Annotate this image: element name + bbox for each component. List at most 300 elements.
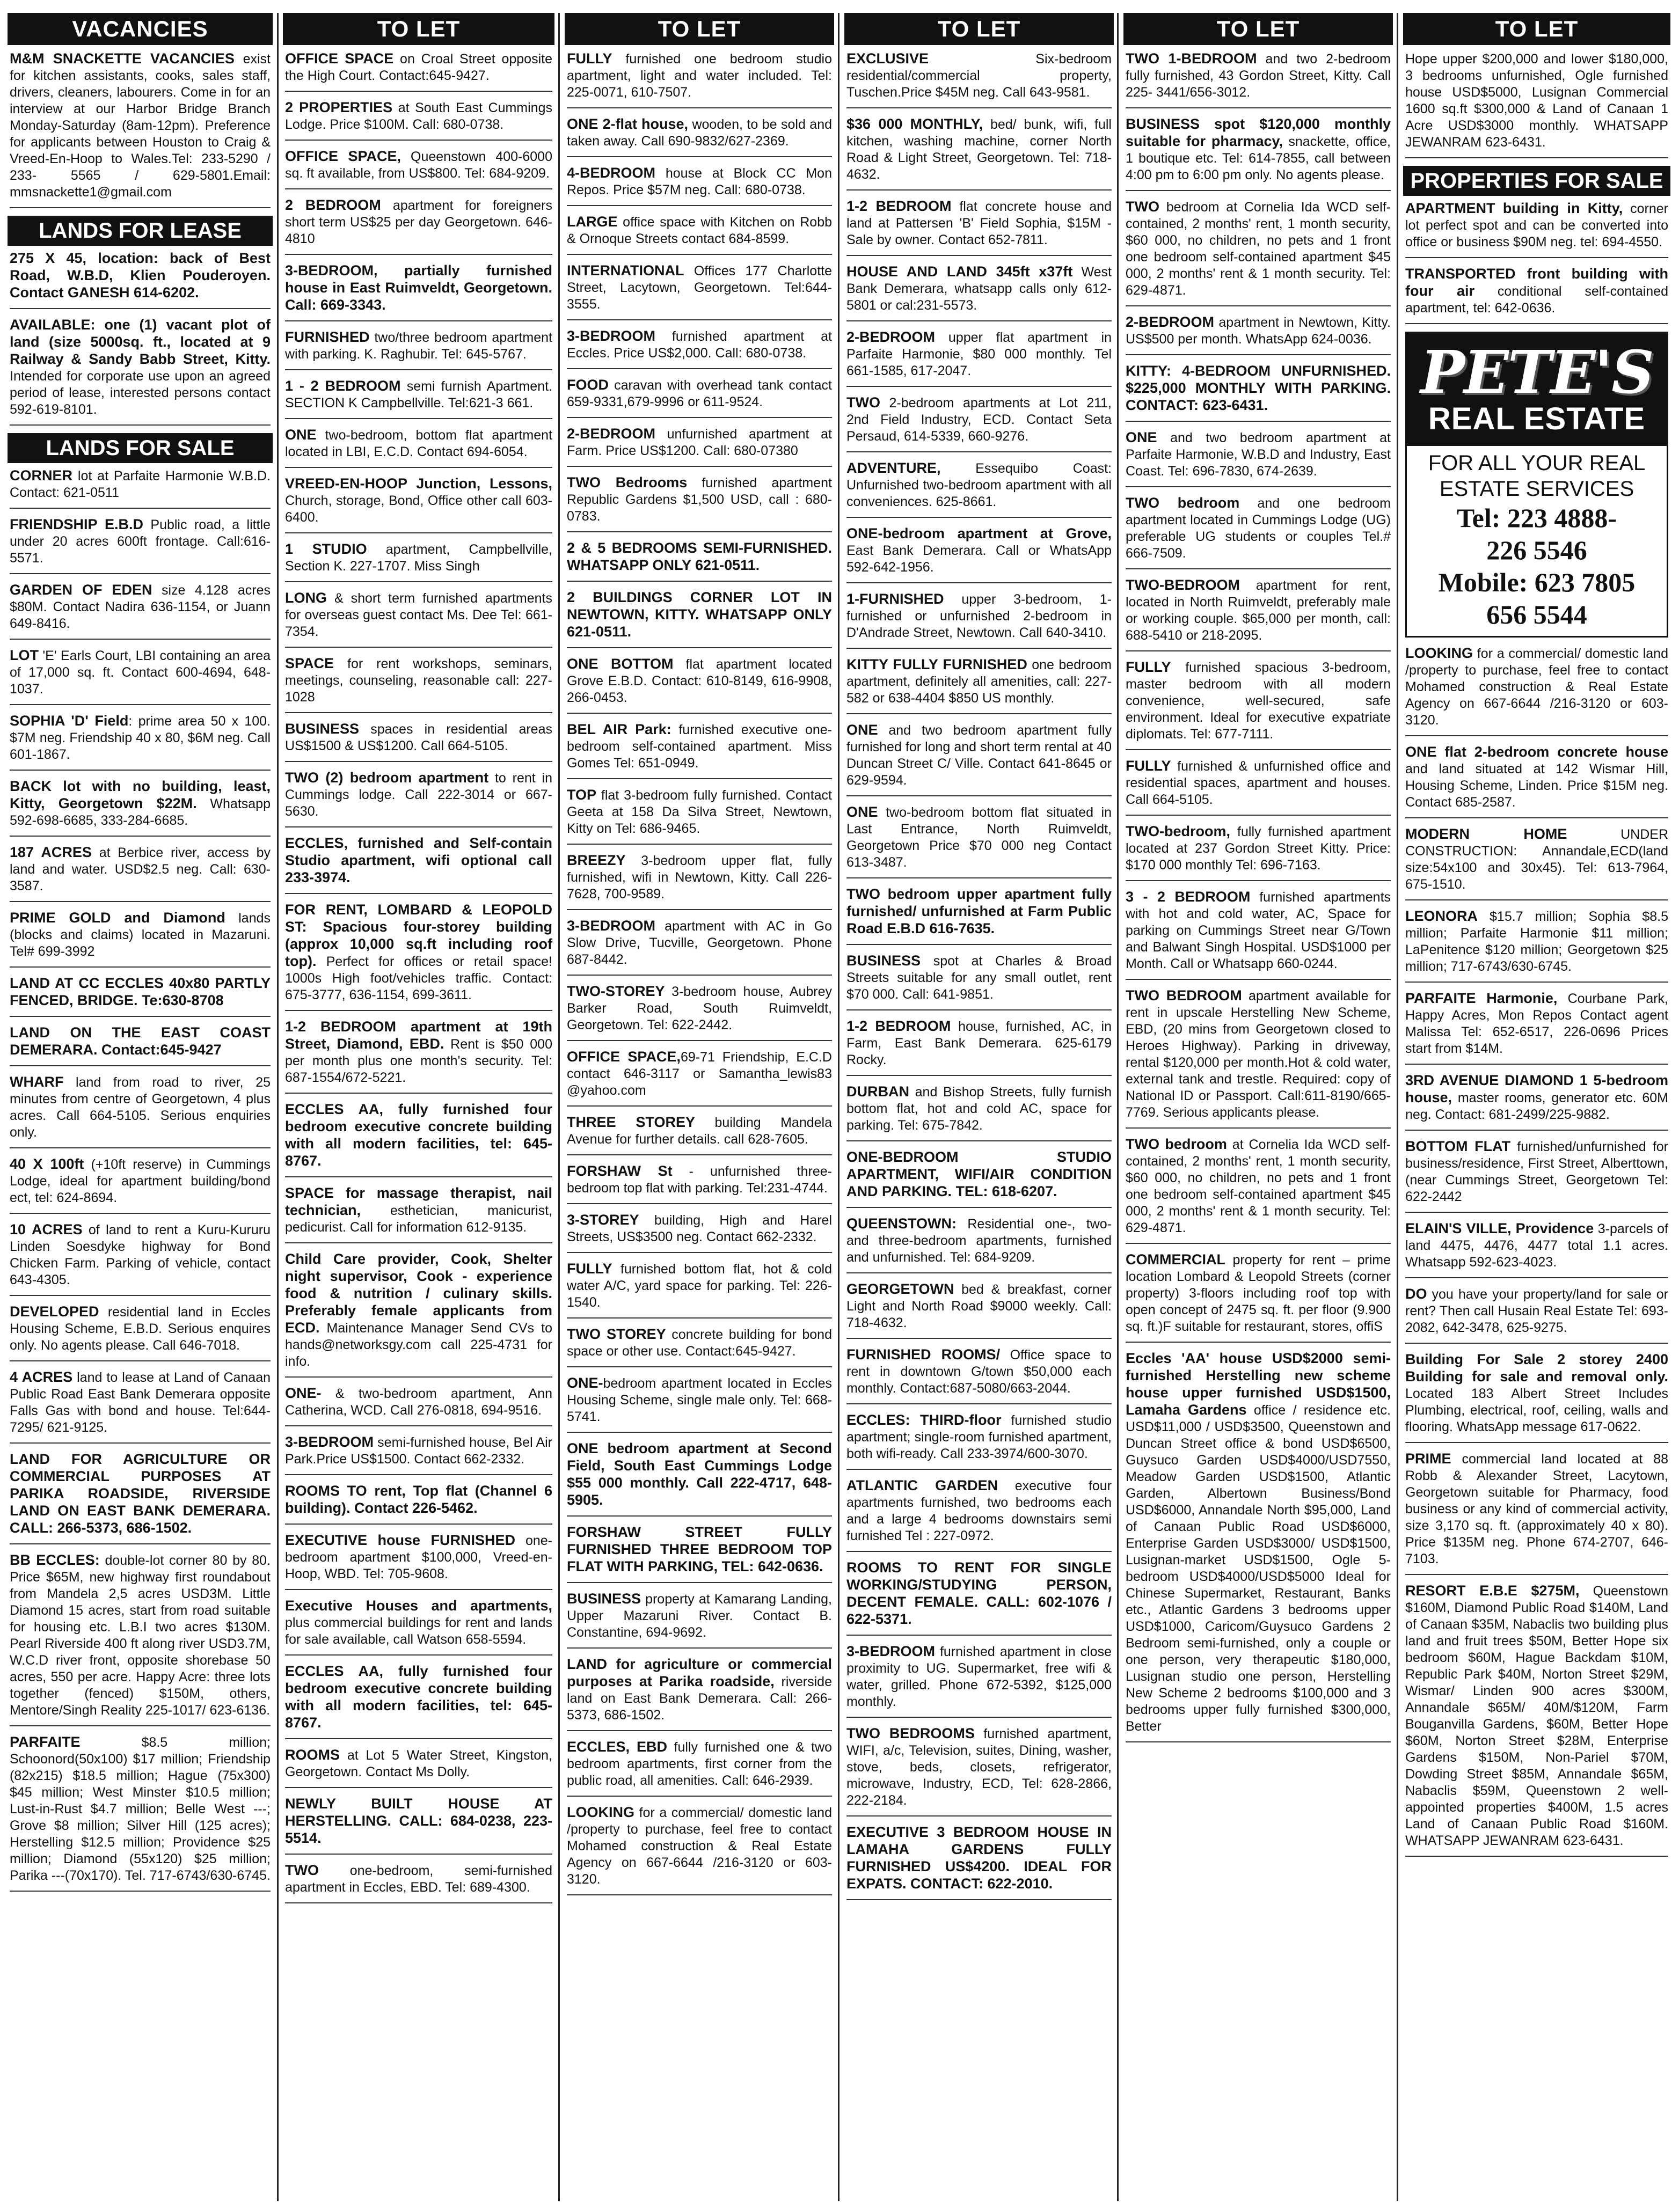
ad-text: furnished apartment in close proximity to UG. Supermarket, free wifi & water, grilled. Phone 672-5392, $125,000 monthly. (846, 1644, 1112, 1709)
ad-text: furnished one bedroom studio apartment, light and water included. Tel: 225-0071, 610-7507. (567, 52, 832, 100)
ad-lead: LAND ON THE EAST COAST DEMERARA. Contact:645-9427 (10, 1024, 271, 1058)
classified-ad (1405, 1583, 1668, 1857)
classified-ad (10, 647, 271, 705)
ad-text: to rent in Cummings lodge. Call 222-3014 or 667-5630. (285, 771, 552, 819)
ad-text: East Bank Demerara. Call or WhatsApp 592-642-1956. (846, 543, 1112, 575)
ad-lead: ROOMS TO RENT FOR SINGLE WORKING/STUDYING PERSON, DECENT FEMALE. CALL: 602-1076 / 622-5371. (846, 1559, 1112, 1627)
classified-ad (1126, 1251, 1391, 1343)
ad-lead: OFFICE SPACE, (567, 1049, 681, 1065)
section-heading: TO LET (565, 13, 834, 45)
classified-ad (567, 1326, 832, 1367)
ad-lead: TWO (2) bedroom apartment (285, 770, 489, 786)
ad-lead: ECCLES: THIRD-floor (846, 1412, 1002, 1428)
ad-lead: TWO bedroom (1126, 1136, 1227, 1152)
ad-text: one-bedroom, semi-furnished apartment in Eccles, EBD. Tel: 689-4300. (285, 1863, 552, 1895)
ad-text: building, High and Harel Streets, US$3500 neg. Contact 662-2332. (567, 1213, 832, 1244)
classified-ad (1405, 1451, 1668, 1575)
classified-ad (285, 1101, 552, 1177)
ad-text: corner lot perfect spot and can be converted into office or business $90M neg. tel: 694-4550. (1405, 201, 1668, 250)
ad-text: fully furnished one & two bedroom apartments, first corner from the public road, all amenities. Call: 646-2939. (567, 1740, 833, 1788)
ad-lead: TWO Bedrooms (567, 474, 688, 490)
ad-text: West Bank Demerara, whatsapp calls only 612-5801 or cal:231-5573. (846, 265, 1112, 313)
classified-ad (1126, 1136, 1391, 1244)
ad-lead: 2 PROPERTIES (285, 99, 393, 115)
column-divider (558, 13, 560, 2201)
ad-text: one-bedroom apartment $100,000, Vreed-en-Hoop, WBD. Tel: 705-9608. (285, 1533, 552, 1581)
ad-text: upper flat apartment in Parfaite Harmonie, $80 000 monthly. Tel 661-1585, 617-2047. (846, 330, 1112, 378)
classified-ad (846, 591, 1112, 649)
classified-ad (285, 541, 552, 582)
classified-ad (285, 770, 552, 827)
ad-text: $15.7 million; Sophia $8.5 million; Parfaite Harmonie $11 million; LaPenitence $120 million; Georgetown $25 million; 717-6743/630-6745. (1405, 909, 1668, 974)
classified-ad (1405, 645, 1668, 736)
ad-lead: FURNISHED (285, 329, 370, 345)
ad-lead: AVAILABLE: one (1) vacant plot of land (size 5000sq. ft., located at 9 Railway & Sandy Babb Street, Kitty. (10, 317, 271, 367)
classified-ad (846, 329, 1112, 387)
ad-text: & two-bedroom apartment, Ann Catherina, WCD. Call 276-0818, 694-9516. (285, 1386, 552, 1418)
logo-name: PETE'S (1420, 338, 1653, 407)
ad-text: and two bedroom apartment at Parfaite Harmonie, W.B.D and Industry, East Coast. Tel: 696-7830, 674-2639. (1126, 430, 1391, 479)
ad-lead: LARGE (567, 214, 618, 230)
ad-text: house, furnished, AC, in Farm, East Bank Demerara. 625-6179 Rocky. (846, 1019, 1112, 1067)
classified-ad (285, 378, 552, 419)
ad-lead: 4 ACRES (10, 1369, 73, 1385)
ad-lead: TWO (1126, 199, 1159, 215)
classified-ad (567, 1804, 832, 1895)
ad-lead: 275 X 45, location: back of Best Road, W.B.D, Klien Pouderoyen. Contact GANESH 614-6202. (10, 250, 271, 301)
ad-text: land to lease at Land of Canaan Public Road East Bank Demerara opposite Falls Gas with bond and house. Tel:644-7295/ 621-9125. (10, 1370, 271, 1435)
ad-lead: TWO bedroom (1126, 495, 1240, 511)
ad-text: esthetician, manicurist, pedicurist. Call for information 612-9135. (285, 1203, 552, 1235)
column-3 (565, 13, 834, 2201)
ad-text: concrete building for bond space or other use. Contact:645-9427. (567, 1327, 832, 1359)
ad-lead: FULLY (1126, 758, 1171, 774)
classified-ad (285, 50, 552, 92)
ad-lead: ONE 2-flat house, (567, 116, 689, 132)
ad-lead: DO (1405, 1286, 1427, 1302)
ad-lead: BUSINESS (846, 953, 921, 969)
classified-ad (1405, 744, 1668, 818)
classified-ad (1126, 199, 1391, 306)
classified-ad (567, 262, 832, 320)
classified-ad (285, 1862, 552, 1903)
ad-text: Queenstown 400-6000 sq. ft available, from US$800. Tel: 684-9209. (285, 149, 552, 181)
ad-text: at Berbice river, access by land and water. USD$2.5 neg. Call: 630-3587. (10, 845, 271, 893)
ad-text: bed & breakfast, corner Light and North Road $9000 weekly. Call: 718-4632. (846, 1282, 1112, 1330)
ad-text: conditional self-contained apartment, tel: 642-0636. (1405, 284, 1668, 316)
ad-text: 3-bedroom house, Aubrey Barker Road, South Ruimveldt, Georgetown. Tel: 622-2442. (567, 984, 832, 1032)
ad-text: wooden, to be sold and taken away. Call 690-9832/627-2369. (567, 117, 832, 149)
classified-ad (285, 99, 552, 141)
ad-lead: FULLY (567, 1261, 612, 1277)
ad-text: for a commercial/ domestic land /property to purchase, feel free to contact Mohamed construction & Real Estate Agency on 667-6644 /216-3120 or 603-3120. (567, 1805, 832, 1887)
classified-ad (10, 467, 271, 509)
ad-text: unfurnished apartment at Farm. Price US$1200. Call: 680-07380 (567, 427, 832, 458)
ad-text: land from road to river, 25 minutes from centre of Georgetown, 4 plus acres. Call 664-5105. Serious enquiries only. (10, 1075, 271, 1140)
classified-ad (10, 1074, 271, 1148)
classified-ad (567, 165, 832, 206)
ad-lead: NEWLY BUILT HOUSE AT HERSTELLING. CALL: 684-0238, 223-5514. (285, 1796, 552, 1846)
classified-ad (1126, 1350, 1391, 1742)
ad-lead: RESORT E.B.E $275M, (1405, 1583, 1580, 1599)
classified-ad (846, 263, 1112, 321)
ad-text: furnished spacious 3-bedroom, master bedroom with all modern convenience, well-secured, safe environment. Ideal for executive expatriate diplomats. Tel: 677-7111. (1126, 660, 1391, 742)
ad-lead: SPACE for massage therapist, nail technician, (285, 1185, 552, 1218)
classified-ad (1126, 495, 1391, 569)
ad-lead: $36 000 MONTHLY, (846, 116, 983, 132)
ad-lead: 3-BEDROOM (285, 1434, 374, 1450)
ad-text: Six-bedroom residential/commercial property, Tuschen.Price $45M neg. Call 643-9581. (846, 52, 1112, 100)
ad-text: apartment available for rent in upscale Herstelling New Scheme, EBD, (20 mins from Georgetown closed to Heroes Highway). Parking in driveway, rental $120,000 per month.Hot & cold water, external tank and trestle. Required: copy of National ID or Passport. Call:611-8190/665-7769. Serious applicants please. (1126, 988, 1391, 1120)
classified-ad (285, 835, 552, 894)
classified-ad (567, 918, 832, 976)
ad-text: office space with Kitchen on Robb & Ornoque Streets contact 684-8599. (567, 215, 832, 246)
ad-text: and Bishop Streets, fully furnish bottom flat, hot and cold AC, space for parking. Tel: 675-7842. (846, 1085, 1112, 1133)
logo-tagline: FOR ALL YOUR REAL ESTATE SERVICES (1428, 451, 1646, 501)
ad-lead: CORNER (10, 467, 73, 484)
classified-ad (1126, 429, 1391, 487)
ad-lead: ELAIN'S VILLE, Providence (1405, 1220, 1594, 1236)
ad-lead: 1 - 2 BEDROOM (285, 378, 401, 394)
ad-text: on Croal Street opposite the High Court. Contact:645-9427. (285, 52, 552, 83)
ad-lead: ROOMS TO rent, Top flat (Channel 6 building). Contact 226-5462. (285, 1483, 552, 1516)
ad-text: furnished executive one-bedroom self-contained apartment. Miss Gomes Tel: 651-0949. (567, 722, 832, 771)
column-divider (277, 13, 279, 2201)
classified-ad (567, 1261, 832, 1319)
classified-ad (285, 1251, 552, 1378)
ad-lead: 3-BEDROOM (567, 918, 656, 934)
classified-ad (10, 516, 271, 574)
ad-text: (+10ft reserve) in Cummings Lodge, ideal for apartment building/bond ect, tel: 624-8694. (10, 1157, 271, 1205)
ad-text: apartment, Campbellville, Section K. 227-1707. Miss Singh (285, 542, 552, 574)
classified-ad (567, 787, 832, 845)
classified-ad (567, 589, 832, 648)
ad-lead: BEL AIR Park: (567, 721, 671, 737)
classified-ad (10, 910, 271, 968)
logo-mobile-2: 656 5544 (1486, 599, 1587, 629)
ad-lead: FRIENDSHIP E.B.D (10, 516, 143, 532)
classified-ad (285, 902, 552, 1011)
ad-lead: ONE- (285, 1385, 322, 1401)
ad-lead: ONE- (567, 1375, 603, 1391)
ad-lead: FORSHAW St (567, 1163, 673, 1179)
classified-ad (567, 214, 832, 255)
ad-lead: 3-BEDROOM, partially furnished house in East Ruimveldt, Georgetown. Call: 669-3343. (285, 262, 552, 313)
ad-lead: 187 ACRES (10, 844, 92, 860)
ad-lead: ECCLES AA, fully furnished four bedroom executive concrete building with all modern facilities, tel: 645-8767. (285, 1663, 552, 1731)
ad-lead: GEORGETOWN (846, 1281, 954, 1297)
ad-lead: ONE-bedroom apartment at Grove, (846, 525, 1112, 541)
ad-text: Whatsapp 592-698-6685, 333-284-6685. (10, 796, 271, 828)
ad-text: building Mandela Avenue for further details. call 628-7605. (567, 1115, 832, 1147)
ad-lead: BUSINESS (567, 1591, 641, 1607)
classified-ad (567, 1440, 832, 1517)
ad-text: riverside land on East Bank Demerara. Call: 266-5373, 686-1502. (567, 1674, 832, 1723)
classified-ad (846, 1281, 1112, 1339)
ad-text: and two 2-bedroom fully furnished, 43 Gordon Street, Kitty. Call 225- 3441/656-3012. (1126, 52, 1391, 100)
classified-ad (846, 1477, 1112, 1552)
ad-lead: ROOMS (285, 1747, 340, 1763)
ad-lead: LAND FOR AGRICULTURE OR COMMERCIAL PURPOSES AT PARIKA ROADSIDE, RIVERSIDE LAND ON EAST BANK DEMERARA. CALL: 266-5373, 686-1502. (10, 1451, 271, 1536)
ad-text: Church, storage, Bond, Office other call 603-6400. (285, 493, 552, 525)
classified-ad (567, 377, 832, 418)
ad-text: snackette, office, 1 boutique etc. Tel: 614-7855, call between 4:00 pm to 6:00 pm only. No agents please. (1126, 134, 1391, 182)
classified-ad (1405, 266, 1668, 324)
ad-text: furnished apartment Republic Gardens $1,500 USD, call : 680-0783. (567, 475, 832, 524)
classified-ad (846, 50, 1112, 108)
ad-text: 3-bedroom upper flat, fully furnished, wifi in Newtown, Kitty. Call 226-7628, 700-9589. (567, 853, 832, 902)
ad-lead: TWO 1-BEDROOM (1126, 50, 1257, 67)
ad-lead: SOPHIA 'D' Field (10, 713, 129, 729)
classified-ad (10, 317, 271, 426)
ad-lead: 1-2 BEDROOM apartment at 19th Street, Diamond, EBD. (285, 1019, 552, 1052)
ad-text: bed/ bunk, wifi, full kitchen, washing machine, corner North Road & Light Street, Georgetown. Tel: 718-4632. (846, 117, 1112, 182)
ad-lead: 3-BEDROOM (567, 328, 656, 344)
column-divider (1397, 13, 1398, 2201)
ad-text: Public road, a little under 20 acres 600ft frontage. Call:616-5571. (10, 517, 271, 566)
ad-text: apartment with AC in Go Slow Drive, Tucville, Georgetown. Phone 687-8442. (567, 919, 832, 967)
classified-ad (567, 426, 832, 467)
logo-subtitle: REAL ESTATE (1428, 401, 1646, 436)
classified-ad (285, 1663, 552, 1739)
classified-ad (567, 1114, 832, 1155)
classified-ad (567, 474, 832, 532)
ad-lead: HOUSE AND LAND 345ft x37ft (846, 263, 1073, 280)
ad-lead: INTERNATIONAL (567, 262, 684, 279)
ad-text: Maintenance Manager Send CVs to hands@networksgy.com call 225-4731 for info. (285, 1321, 552, 1369)
classified-ad (567, 983, 832, 1041)
classified-ad (1405, 1138, 1668, 1213)
ad-lead: LOOKING (1405, 645, 1473, 661)
ad-text: Courbane Park, Happy Acres, Mon Repos Contact agent Malissa Tel: 652-6517, 226-0696 Prices start from $14M. (1405, 991, 1668, 1056)
ad-text: flat 3-bedroom fully furnished. Contact Geeta at 158 Da Silva Street, Newtown, Kitty on Tel: 686-9465. (567, 788, 832, 836)
column-5 (1123, 13, 1393, 2201)
classified-ad (567, 540, 832, 582)
section-subheading: LANDS FOR LEASE (8, 216, 273, 246)
classified-ad (846, 460, 1112, 518)
ad-text: & short term furnished apartments for overseas guest contact Ms. Dee Tel: 661-7354. (285, 591, 552, 639)
ad-lead: VREED-EN-HOOP Junction, Lessons, (285, 475, 552, 492)
ad-text: two-bedroom, bottom flat apartment located in LBI, E.C.D. Contact 694-6054. (285, 428, 552, 459)
ad-text: house at Block CC Mon Repos. Price $57M neg. Call: 680-0738. (567, 166, 832, 197)
ad-text: office / residence etc. USD$11,000 / USD$3500, Queenstown and Duncan Street office & bond USD$6500, Guysuco Garden USD$4000/USD7550, Meadow Garden USD$1500, Atlantic Garden, Albertown Business/Bond USD$6000, Annandale North $95,000, Land of Canaan Public Road USD$6000, Enterprise Garden USD$3000/ USD$1500, Lusignan-market USD$1500, Ogle 5-bedroom USD$4000/USD$5000 Ideal for Chinese Supermarket, Restaurant, Banks etc., Atlantic Gardens 3 bedrooms upper USD$1000, Caricom/Guysuco Gardens 2 Bedroom semi-furnished, only a couple or one person, very therapeutic $180,000, Lusignan studio one person, Herstelling New Scheme 2 bedrooms $100,000 and 3 bedrooms upper fully furnished $300,000, Better (1126, 1403, 1391, 1734)
classified-ad (285, 427, 552, 468)
ad-lead: TWO-STOREY (567, 983, 665, 999)
ad-text: Offices 177 Charlotte Street, Lacytown, Georgetown. Tel:644-3555. (567, 263, 832, 312)
classified-ad (285, 329, 552, 370)
classified-ad (1126, 363, 1391, 422)
ad-text: master rooms, generator etc. 60M neg. Contact: 681-2499/225-9882. (1405, 1090, 1668, 1122)
ad-lead: PARFAITE (10, 1734, 81, 1750)
classified-ad (285, 1019, 552, 1094)
classified-ad (846, 656, 1112, 714)
ad-lead: 4-BEDROOM (567, 165, 656, 181)
ad-lead: ECCLES, furnished and Self-contain Studio apartment, wifi optional call 233-3974. (285, 835, 552, 885)
section-heading: TO LET (1123, 13, 1393, 45)
ad-lead: 2 BEDROOM (285, 197, 381, 213)
classified-ad (10, 1303, 271, 1361)
classified-ad (1126, 314, 1391, 355)
ad-lead: GARDEN OF EDEN (10, 582, 152, 598)
ad-lead: TWO-bedroom, (1126, 823, 1230, 839)
ad-lead: ONE-BEDROOM STUDIO APARTMENT, WIFI/AIR CONDITION AND PARKING. TEL: 618-6207. (846, 1149, 1112, 1199)
ad-text: semi furnish Apartment. SECTION K Campbellville. Tel:621-3 661. (285, 379, 552, 411)
classified-ad (567, 1163, 832, 1204)
ad-text: bedroom at Cornelia Ida WCD self-contained, 2 months' rent, 1 month security, $60 000, no children, no pets and 1 front one bedroom self-contained apartment $45 000, 2 months' rent & 1 month security. Tel: 629-4871. (1126, 200, 1391, 298)
section-subheading: PROPERTIES FOR SALE (1403, 166, 1670, 196)
column-6 (1403, 13, 1670, 2201)
ad-lead: LOOKING (567, 1804, 634, 1820)
classified-ad (10, 1369, 271, 1444)
classified-ad (1405, 908, 1668, 983)
ad-text: Located 183 Albert Street Includes Plumbing, electrical, roof, ceiling, walls and flooring. WhatsApp message 617-0622. (1405, 1386, 1668, 1434)
ad-text: furnished studio apartment; single-room furnished apartment, both wifi-ready. Call 233-3974/600-3070. (846, 1413, 1112, 1461)
ad-lead: PRIME (1405, 1451, 1451, 1467)
ad-lead: ECCLES, EBD (567, 1739, 668, 1755)
classified-ad (285, 721, 552, 762)
section-heading: VACANCIES (8, 13, 273, 45)
ad-lead: TRANSPORTED front building with four air (1405, 266, 1668, 299)
classified-ad (285, 475, 552, 533)
ad-text: furnished apartment at Eccles. Price US$2,000. Call: 680-0738. (567, 329, 832, 361)
ad-text: Perfect for offices or retail space! 1000s High foot/vehicles traffic. Contact: 675-3777, 636-1154, 699-3611. (285, 954, 552, 1002)
ad-text: exist for kitchen assistants, cooks, sales staff, drivers, cleaners, labourers. Come in for an interview at our Harbor Bridge Branch Monday-Saturday (8am-12pm). Preference for applicants between Houston to Craig & Vreed-En-Hoop to Wales.Tel: 233-5290 / 233- 5565 / 629-5801.Email: mmsnackette1@gmail.com (10, 52, 271, 200)
ad-lead: 2 & 5 BEDROOMS SEMI-FURNISHED. WHATSAPP ONLY 621-0511. (567, 540, 832, 573)
ad-text: Hope upper $200,000 and lower $180,000, 3 bedrooms unfurnished, Ogle furnished house USD$5000, Lusignan Commercial 1600 sq.ft $300,000 & Land of Canaan 1 Acre USD$3000 monthly. WHATSAPP JEWANRAM 623-6431. (1405, 52, 1668, 150)
classified-ad (285, 1185, 552, 1243)
ad-lead: TWO BEDROOMS (846, 1725, 975, 1741)
classified-ad (10, 844, 271, 902)
ad-text: furnished apartments with hot and cold water, AC, Space for parking on Cummings Street near G/Town and Balwant Singh Hospital. USD$1000 per Month. Call or Whatsapp 660-0244. (1126, 890, 1391, 971)
classified-ad (285, 1385, 552, 1426)
ad-lead: FURNISHED ROOMS/ (846, 1346, 1001, 1363)
classified-ad (285, 197, 552, 255)
column-2 (283, 13, 554, 2201)
ad-lead: 2-BEDROOM (846, 329, 936, 345)
classified-ad (285, 590, 552, 648)
logo-mobile: Mobile: 623 7805 (1438, 567, 1636, 597)
classified-ad (846, 394, 1112, 452)
ad-lead: MODERN HOME (1405, 826, 1567, 842)
ad-lead: EXECUTIVE house FURNISHED (285, 1532, 516, 1548)
ad-lead: LEONORA (1405, 908, 1478, 924)
ad-text: for rent workshops, seminars, meetings, counseling, reasonable call: 227-1028 (285, 656, 552, 705)
ad-lead: ONE (285, 427, 317, 443)
ad-text: - unfurnished three-bedroom top flat with parking. Tel:231-4744. (567, 1164, 832, 1196)
classified-ad (285, 1532, 552, 1590)
ad-text: at Cornelia Ida WCD self-contained, 2 months' rent, 1 month security, $60 000, no children, no pets and 1 front one bedroom self-contained apartment $45 000, 2 months' rent & 1 month security. Tel: 629-4871. (1126, 1137, 1391, 1235)
classified-ad (1405, 1286, 1668, 1344)
classified-ad (567, 1524, 832, 1583)
classified-ad (285, 1483, 552, 1525)
ad-text: semi-furnished house, Bel Air Park.Price US$1500. Contact 662-2332. (285, 1435, 552, 1467)
ad-text: Office space to rent in downtown G/town $50,000 each monthly. Contact:687-5080/663-2044. (846, 1347, 1112, 1396)
ad-text: and two bedroom apartment fully furnished for long and short term rental at 40 Duncan Street C/ Ville. Contact 641-8645 or 629-9594. (846, 723, 1112, 788)
ad-text: Residential one-, two- and three-bedroom apartments, furnished and unfurnished. Tel: 684-9209. (846, 1217, 1112, 1265)
classified-ad (10, 1552, 271, 1726)
ad-lead: BUSINESS (285, 721, 360, 737)
ad-lead: 1 STUDIO (285, 541, 367, 557)
classified-ad (1126, 987, 1391, 1129)
ad-lead: COMMERCIAL (1126, 1251, 1225, 1268)
ad-text: $8.5 million; Schoonord(50x100) $17 million; Friendship (82x215) $18.5 million; Hague (75x300) $45 million; West Minster $10.5 million; Lust-in-Rust $4.7 million; Belle West ---; Grove $8 million; Silver Hill (125 acres); Herstelling $12.5 million; Providence $25 million; Diamond (55x120) $25 million; Parika ---(70x170). Tel. 717-6743/630-6745. (10, 1735, 271, 1883)
ad-lead: OFFICE SPACE, (285, 148, 402, 164)
ad-lead: Building For Sale 2 storey 2400 Building for sale and removal only. (1405, 1351, 1668, 1385)
ad-text: plus commercial buildings for rent and lands for sale available, call Watson 658-5594. (285, 1615, 552, 1647)
classified-ad (846, 804, 1112, 878)
classified-ad (567, 116, 832, 157)
ad-text: Queenstown $160M, Diamond Public Road $140M, Land of Canaan $35M, Nabaclis two building plus land and fruit trees $50M, Better Hope six bedroom $60M, Hague Backdam $10M, Republic Park $40M, Norton Street $29M, Wismar/ Linden 900 acres $300M, Annandale $65M/ 40M/$120M, Farm Bouganvilla Gardens, $60M, Better Hope $60M, Norton Street $28M, Enterprise Gardens $150M, Non-Pariel $70M, Dowding Street $85M, Annandale $65M, Nabaclis $59M, Queenstown 2 well-appointed properties $400M, 1.5 acres Land of Canaan Public Road $160M. WHATSAPP JEWANRAM 623-6431. (1405, 1584, 1668, 1848)
ad-text: 69-71 Friendship, E.C.D contact 646-3117 or Samantha_lewis83 @yahoo.com (567, 1050, 832, 1098)
classified-ad (10, 1024, 271, 1066)
classified-ad (567, 721, 832, 779)
ad-text: upper 3-bedroom, 1-furnished or unfurnished 2-bedroom in D'Andrade Street, Newtown. Call 640-3410. (846, 592, 1112, 640)
ad-lead: ONE BOTTOM (567, 656, 674, 672)
ad-lead: ONE flat 2-bedroom concrete house (1405, 744, 1668, 760)
classified-ad (846, 198, 1112, 256)
ad-lead: FORSHAW STREET FULLY FURNISHED THREE BEDROOM TOP FLAT WITH PARKING, TEL: 642-0636. (567, 1524, 832, 1574)
ad-lead: 3 - 2 BEDROOM (1126, 889, 1251, 905)
column-4 (844, 13, 1114, 2201)
classified-ad (1126, 889, 1391, 980)
ad-lead: BOTTOM FLAT (1405, 1138, 1511, 1154)
ad-text: 2-bedroom apartments at Lot 211, 2nd Field Industry, ECD. Contact Seta Persaud, 614-5339, 660-9276. (846, 395, 1112, 444)
ad-text: apartment for rent, located in North Ruimveldt, preferably male or working couple. $65,000 per month, call: 688-5410 or 218-2095. (1126, 578, 1391, 643)
ad-text: spot at Charles & Broad Streets suitable for any small outlet, rent $70 000. Call: 641-9851. (846, 954, 1112, 1002)
classified-ad (567, 50, 832, 108)
ad-lead: EXECUTIVE 3 BEDROOM HOUSE IN LAMAHA GARDENS FULLY FURNISHED US$4200. IDEAL FOR EXPATS. CONTACT: 622-2010. (846, 1824, 1112, 1892)
classified-ad (567, 1212, 832, 1253)
ad-text: Rent is $50 000 per month plus one month's security. Tel: 687-1554/672-5221. (285, 1037, 552, 1085)
ad-lead: FULLY (567, 50, 612, 67)
ad-lead: ONE (1126, 429, 1157, 445)
ad-lead: Child Care provider, Cook, Shelter night supervisor, Cook - experience food & nutrition / culinary skills. Preferably female applicants from ECD. (285, 1251, 552, 1336)
ad-lead: 2-BEDROOM (567, 426, 656, 442)
section-subheading: LANDS FOR SALE (8, 433, 273, 463)
column-1 (8, 13, 273, 2201)
classified-ad (846, 722, 1112, 796)
classified-ad (1126, 659, 1391, 750)
ad-text: one bedroom apartment, definitely all amenities, call: 227-582 or 638-4404 $850 US monthly. (846, 657, 1112, 706)
ad-text: commercial land located at 88 Robb & Alexander Street, Lacytown, Georgetown suitable for Pharmacy, food business or any kind of commercial activity, size 3,170 sq. ft. (approximately 40 x 80). Price $135M neg. Phone 674-2707, 646-7103. (1405, 1452, 1668, 1566)
ad-text: you have your property/land for sale or rent? Then call Husain Real Estate Tel: 693-2082, 642-3478, 625-9275. (1405, 1287, 1668, 1335)
ad-text: two/three bedroom apartment with parking. K. Raghubir. Tel: 645-5767. (285, 330, 552, 362)
ad-text: 'E' Earls Court, LBI containing an area of 17,000 sq. ft. Contact 600-4694, 648-1037. (10, 648, 271, 697)
ad-text: for a commercial/ domestic land /property to purchase, feel free to contact Mohamed construction & Real Estate Agency on 667-6644 /216-3120 or 603-3120. (1405, 646, 1668, 728)
ad-lead: DEVELOPED (10, 1303, 99, 1320)
petes-real-estate-ad (1405, 332, 1668, 638)
classified-ad (567, 852, 832, 910)
classified-ad (846, 1018, 1112, 1076)
ad-text: caravan with overhead tank contact 659-9331,679-9996 or 611-9524. (567, 378, 832, 409)
classified-ad (10, 1734, 271, 1892)
ad-text: double-lot corner 80 by 80. Price $65M, new highway first roundabout from Mandela 2,5 acres USD3M. Little Diamond 15 acres, start from road suitable for housing etc. L.B.I two acres $130M. Pearl Riverside 400 ft along river USD3.7M, W.C.D river front, opposite shorebase 50 acres, 550 per acre. Happy Acre: three lots together (fenced) $150M, others, Mentore/Singh Reality 225-1017/ 623-6136. (10, 1553, 271, 1718)
classified-ad (10, 250, 271, 309)
ad-text: two-bedroom bottom flat situated in Last Entrance, North Ruimveldt, Georgetown Price $70 000 neg Contact 613-3487. (846, 805, 1112, 870)
ad-text: furnished & unfurnished office and residential spaces, apartment and houses. Call 664-5105. (1126, 759, 1391, 807)
ad-lead: LAND AT CC ECCLES 40x80 PARTLY FENCED, BRIDGE. Te:630-8708 (10, 975, 271, 1008)
ad-text: executive four apartments furnished, two bedrooms each and a large 4 bedrooms downstairs semi furnished Tel : 227-0972. (846, 1478, 1112, 1543)
ad-lead: APARTMENT building in Kitty, (1405, 200, 1623, 216)
ad-lead: M&M SNACKETTE VACANCIES (10, 50, 235, 67)
ad-text: spaces in residential areas US$1500 & US$1200. Call 664-5105. (285, 722, 552, 753)
ad-lead: EXCLUSIVE (846, 50, 929, 67)
classified-ad (10, 1451, 271, 1544)
classified-ad (1126, 823, 1391, 881)
ad-text: lands (blocks and claims) located in Mazaruni. Tel# 699-3992 (10, 911, 271, 959)
section-heading: TO LET (844, 13, 1114, 45)
ad-lead: PRIME GOLD and Diamond (10, 910, 225, 926)
